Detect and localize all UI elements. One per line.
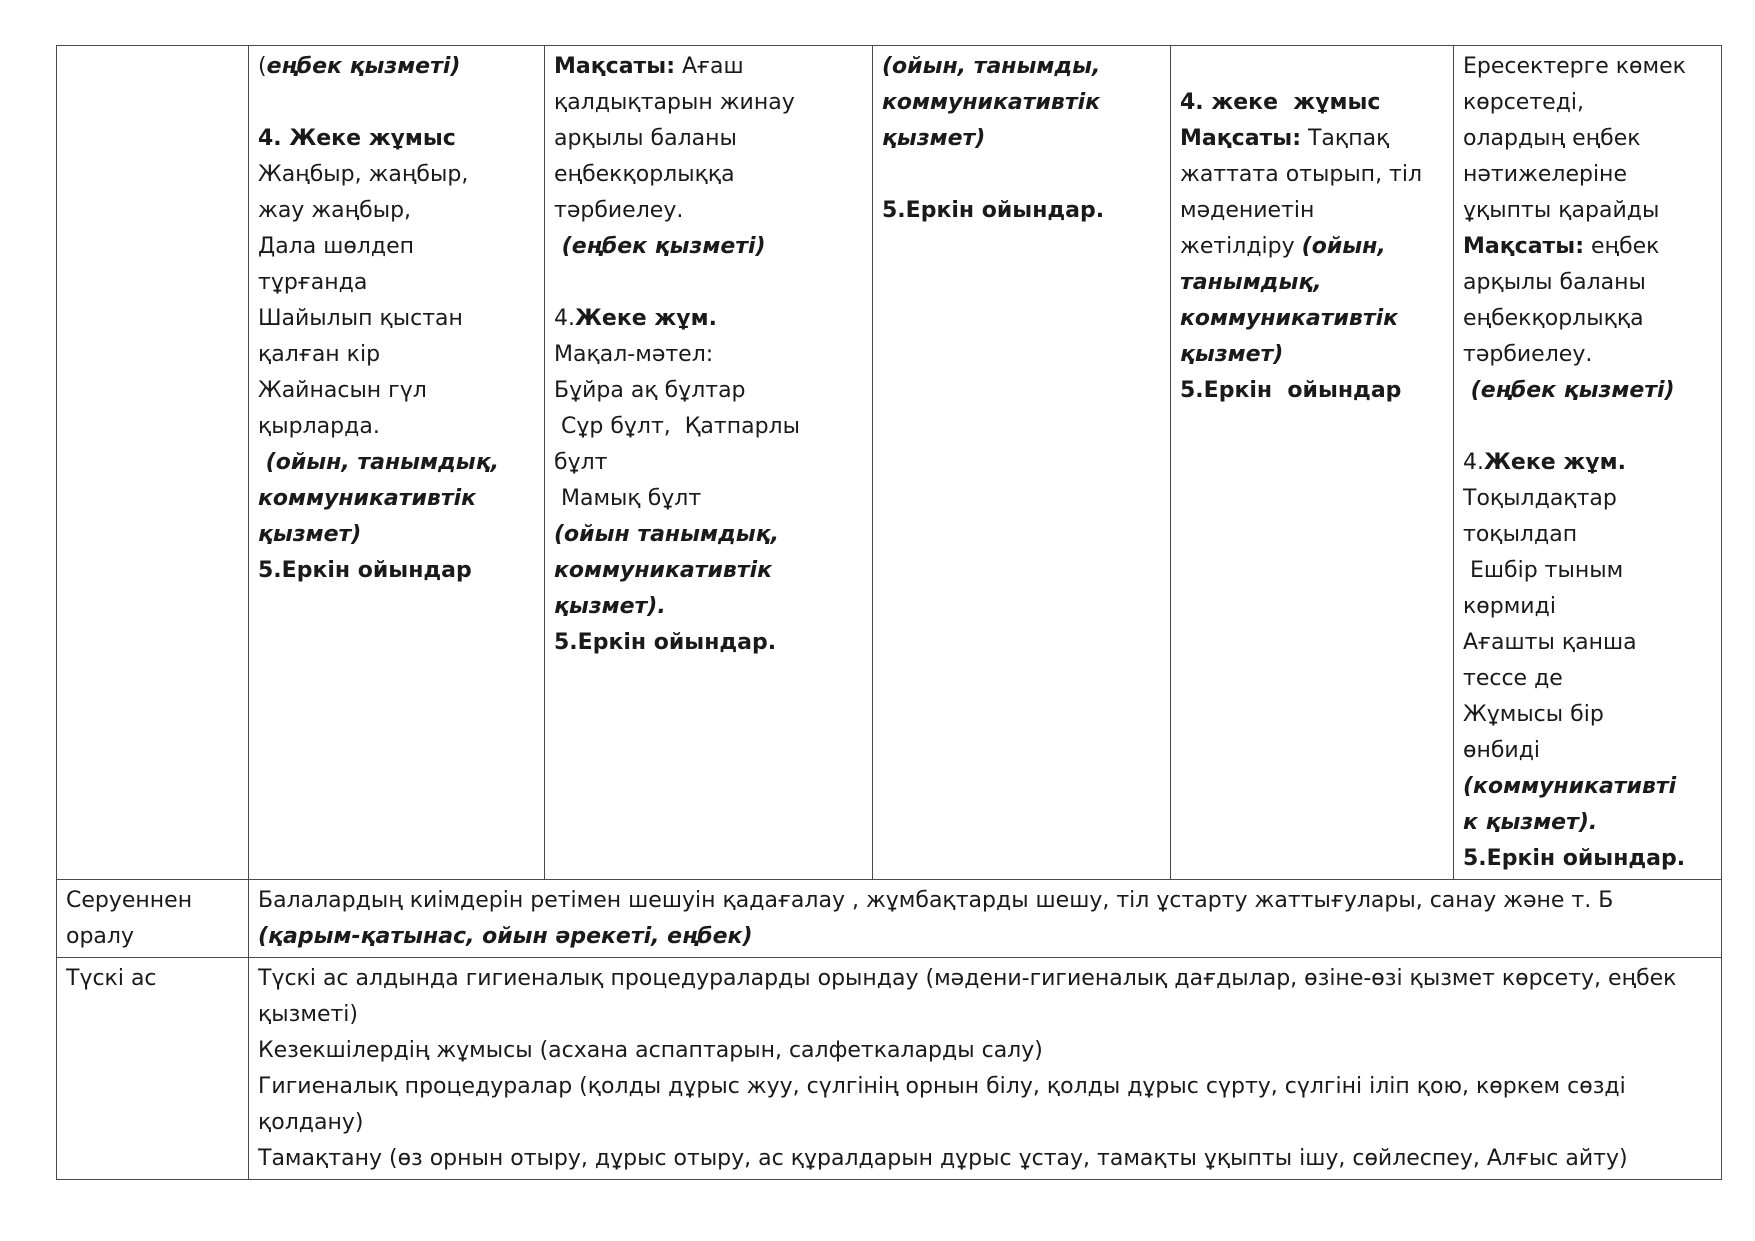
cell-col4 <box>873 46 1171 880</box>
free-play-heading: 5.Еркін ойындар <box>1180 378 1402 403</box>
poem-line: Шайылып қыстан <box>258 306 463 331</box>
poem-line: тұрғанда <box>258 270 368 295</box>
schedule-table <box>56 45 1722 1180</box>
activity-type: еңбек қызметі) <box>266 54 461 79</box>
goal-label: Мақсаты: <box>1463 234 1584 259</box>
text-line: нәтижелеріне <box>1463 162 1627 187</box>
free-play-heading: 5.Еркін ойындар. <box>1463 846 1686 871</box>
proverb-line: Мамық бұлт <box>554 486 702 511</box>
lunch-line: Кезекшілердің жұмысы (асхана аспаптарын, салфеткаларды салу) <box>258 1038 1043 1063</box>
activity-type: (еңбек қызметі) <box>1463 378 1675 403</box>
poem-line: Жаңбыр, жаңбыр, <box>258 162 469 187</box>
return-text: Балалардың киімдерін ретімен шешуін қадағалау , жұмбақтарды шешу, тіл ұстарту жаттығулары, санау және т. Б <box>258 888 1614 913</box>
activity-type: қызмет). <box>554 594 666 619</box>
poem-line: өнбиді <box>1463 738 1541 763</box>
poem-line: көрмиді <box>1463 594 1556 619</box>
activity-type: (ойын, <box>1301 234 1386 259</box>
poem-line: қалған кір <box>258 342 381 367</box>
proverb-line: бұлт <box>554 450 608 475</box>
activity-type: (ойын танымдық, <box>554 522 779 547</box>
activity-type: (қарым-қатынас, ойын әрекеті, еңбек) <box>258 924 753 949</box>
row-label-return: Серуеннен оралу <box>57 880 249 958</box>
text-line: олардың еңбек <box>1463 126 1641 151</box>
activity-type: (еңбек қызметі) <box>554 234 766 259</box>
activity-type: к қызмет). <box>1463 810 1598 835</box>
lunch-line: Тамақтану (өз орнын отыру, дұрыс отыру, ас құралдарын дұрыс ұстау, тамақты ұқыпты ішу, сөйлеспеу, Алғыс айту) <box>258 1146 1628 1171</box>
proverb-line: Сұр бұлт, Қатпарлы <box>554 414 800 439</box>
document-page <box>56 45 1721 1180</box>
goal-line: тәрбиелеу. <box>554 198 684 223</box>
goal-line: арқылы баланы <box>554 126 737 151</box>
goal-text: еңбек <box>1584 234 1660 259</box>
goal-line: еңбекқорлыққа <box>1463 306 1644 331</box>
goal-line: жаттата отырып, тіл <box>1180 162 1423 187</box>
poem-line: Ағашты қанша <box>1463 630 1637 655</box>
proverb-line: Мақал-мәтел: <box>554 342 714 367</box>
activity-type: қызмет) <box>1180 342 1284 367</box>
poem-line: Тоқылдақтар <box>1463 486 1617 511</box>
activity-type: қызмет) <box>882 126 986 151</box>
lunch-line: Гигиеналық процедуралар (қолды дұрыс жуу, сүлгінің орнын білу, қолды дұрыс сүрту, сүлгіні іліп қою, көркем сөзді қолдану) <box>258 1074 1633 1135</box>
activity-type: қызмет) <box>258 522 362 547</box>
poem-line: Жайнасын гүл <box>258 378 427 403</box>
activity-type: коммуникативтік <box>882 90 1101 115</box>
table-row-return <box>57 880 1722 958</box>
return-content <box>249 880 1722 958</box>
text-line: ұқыпты қарайды <box>1463 198 1660 223</box>
cell-col5 <box>1171 46 1454 880</box>
lunch-content <box>249 958 1722 1180</box>
goal-line: тәрбиелеу. <box>1463 342 1593 367</box>
activity-type: (коммуникативті <box>1463 774 1677 799</box>
poem-line: тоқылдап <box>1463 522 1578 547</box>
free-play-heading: 5.Еркін ойындар. <box>554 630 777 655</box>
free-play-heading: 5.Еркін ойындар <box>258 558 472 583</box>
text-line: көрсетеді, <box>1463 90 1585 115</box>
goal-label: Мақсаты: <box>1180 126 1301 151</box>
proverb-line: Бұйра ақ бұлтар <box>554 378 746 403</box>
individual-work-heading: Жеке жұм. <box>1484 450 1626 475</box>
poem-line: Дала шөлдеп <box>258 234 414 259</box>
cell-col3 <box>545 46 873 880</box>
activity-type: коммуникативтік <box>1180 306 1399 331</box>
goal-text: Тақпақ <box>1301 126 1390 151</box>
text-line: Ересектерге көмек <box>1463 54 1686 79</box>
individual-work-heading: 4. Жеке жұмыс <box>258 126 456 151</box>
goal-line: қалдықтарын жинау <box>554 90 795 115</box>
activity-type: (ойын, танымдық, <box>258 450 499 475</box>
goal-text: Ағаш <box>675 54 744 79</box>
paren-open: ( <box>258 54 267 79</box>
heading-number: 4. <box>1463 450 1484 475</box>
cell-col6 <box>1454 46 1722 880</box>
cell-col2 <box>249 46 545 880</box>
goal-line: еңбекқорлыққа <box>554 162 735 187</box>
goal-label: Мақсаты: <box>554 54 675 79</box>
individual-work-heading: 4. жеке жұмыс <box>1180 90 1381 115</box>
row-label-lunch: Түскі ас <box>57 958 249 1180</box>
cell-row-label-empty <box>57 46 249 880</box>
activity-type: коммуникативтік <box>554 558 773 583</box>
free-play-heading: 5.Еркін ойындар. <box>882 198 1105 223</box>
poem-line: Жұмысы бір <box>1463 702 1604 727</box>
goal-line: жетілдіру <box>1180 234 1302 259</box>
table-row-lunch <box>57 958 1722 1180</box>
goal-line: арқылы баланы <box>1463 270 1646 295</box>
heading-number: 4. <box>554 306 575 331</box>
activity-type: коммуникативтік <box>258 486 477 511</box>
poem-line: қырларда. <box>258 414 380 439</box>
table-row-activities <box>57 46 1722 880</box>
individual-work-heading: Жеке жұм. <box>575 306 717 331</box>
activity-type: танымдық, <box>1180 270 1322 295</box>
activity-type: (ойын, танымды, <box>882 54 1101 79</box>
poem-line: тессе де <box>1463 666 1563 691</box>
goal-line: мәдениетін <box>1180 198 1315 223</box>
poem-line: жау жаңбыр, <box>258 198 412 223</box>
lunch-line: Түскі ас алдында гигиеналық процедураларды орындау (мәдени-гигиеналық дағдылар, өзіне-өзі қызмет көрсету, еңбек қызметі) <box>258 966 1684 1027</box>
poem-line: Ешбір тыным <box>1463 558 1624 583</box>
